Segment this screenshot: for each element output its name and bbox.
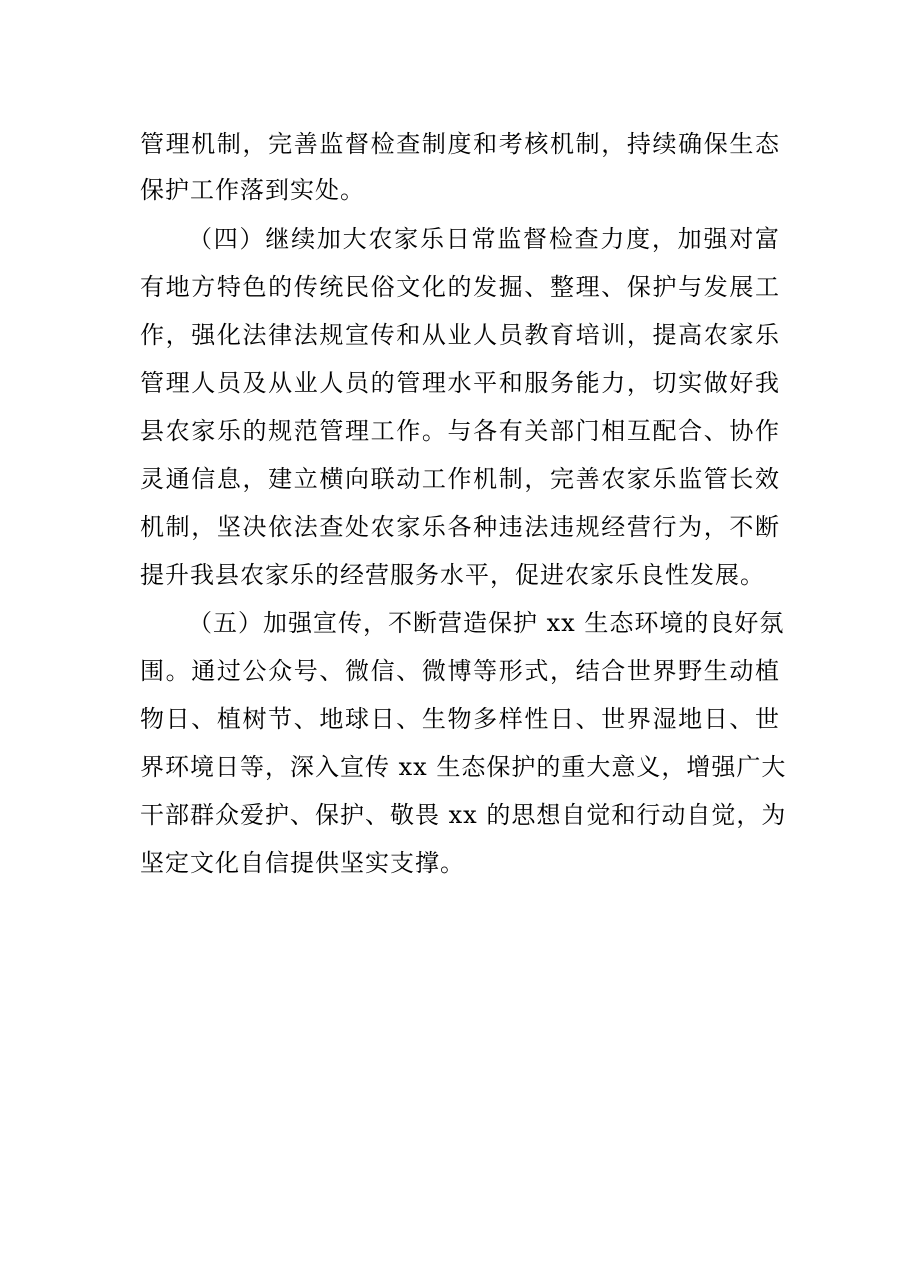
paragraph-line: （五）加强宣传，不断营造保护 xx 生态环境的良好氛 (188, 609, 785, 637)
paragraph-line: 作，强化法律法规宣传和从业人员教育培训，提高农家乐 (140, 321, 780, 349)
paragraph-line: 坚定文化自信提供坚实支撑。 (140, 849, 465, 877)
paragraph-line: 县农家乐的规范管理工作。与各有关部门相互配合、协作 (140, 417, 780, 445)
paragraph-line: 机制，坚决依法查处农家乐各种违法违规经营行为，不断 (140, 513, 780, 541)
paragraph-line: 保护工作落到实处。 (140, 176, 365, 204)
paragraph-line: 围。通过公众号、微信、微博等形式，结合世界野生动植 (140, 657, 780, 685)
paragraph-line: 有地方特色的传统民俗文化的发掘、整理、保护与发展工 (140, 273, 780, 301)
paragraph-line: 界环境日等，深入宣传 xx 生态保护的重大意义，增强广大 (140, 753, 787, 781)
paragraph-line: 提升我县农家乐的经营服务水平，促进农家乐良性发展。 (140, 561, 765, 589)
paragraph-line: 干部群众爱护、保护、敬畏 xx 的思想自觉和行动自觉，为 (140, 801, 787, 829)
paragraph-line: 灵通信息，建立横向联动工作机制，完善农家乐监管长效 (140, 465, 780, 493)
paragraph-line: 管理机制，完善监督检查制度和考核机制，持续确保生态 (140, 130, 780, 158)
paragraph-line: （四）继续加大农家乐日常监督检查力度，加强对富 (188, 225, 780, 253)
paragraph-line: 物日、植树节、地球日、生物多样性日、世界湿地日、世 (140, 705, 780, 733)
paragraph-line: 管理人员及从业人员的管理水平和服务能力，切实做好我 (140, 369, 780, 397)
